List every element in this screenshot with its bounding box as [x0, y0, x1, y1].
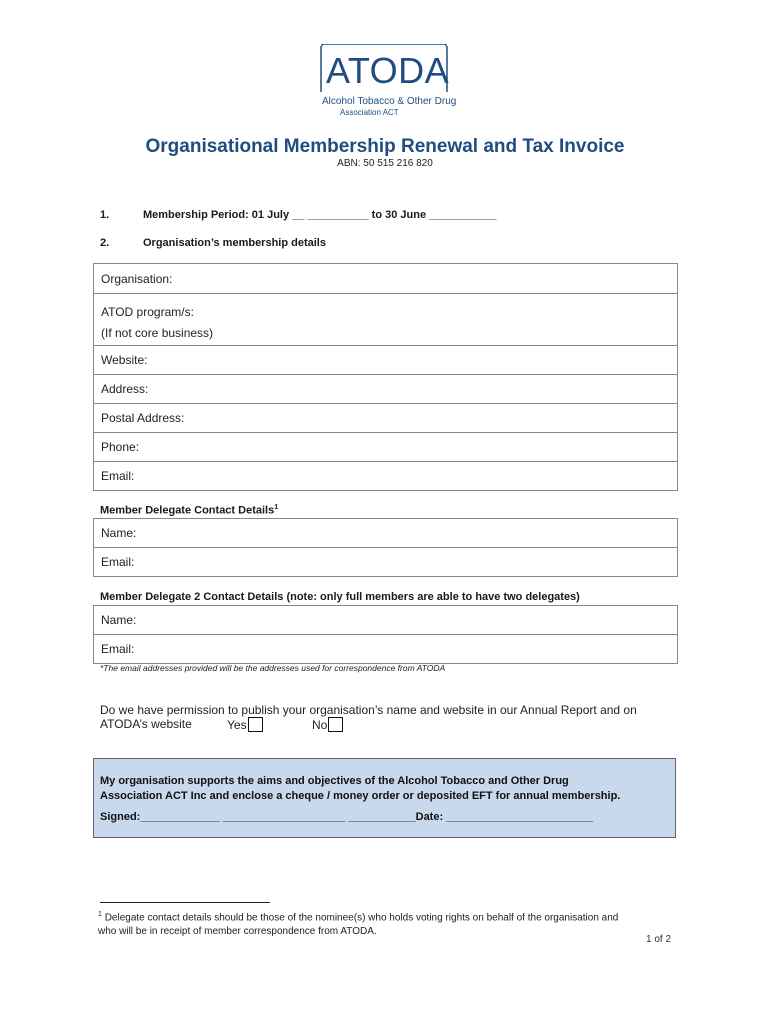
footnote-line-2: who will be in receipt of member correspondence from ATODA.	[98, 926, 377, 938]
footnote-divider	[100, 902, 270, 903]
atod-programs-label: ATOD program/s:	[101, 305, 194, 319]
delegate-2-name-label: Name:	[101, 613, 137, 627]
delegate-1-email-field[interactable]	[94, 548, 678, 577]
delegate-2-email-label: Email:	[101, 642, 135, 656]
logo-subtitle-2: Association ACT	[340, 108, 399, 117]
logo-subtitle-1: Alcohol Tobacco & Other Drug	[322, 96, 457, 107]
permission-yes-option	[227, 717, 263, 732]
delegate-1-heading	[100, 504, 278, 517]
delegate-2-name-field[interactable]	[94, 606, 678, 635]
yes-checkbox[interactable]	[248, 717, 263, 732]
atod-programs-note: (If not core business)	[101, 326, 214, 340]
footnote-line-1: Delegate contact details should be those of the nominee(s) who holds voting rights on behalf of the organisation and	[104, 912, 619, 924]
delegate-1-email-label: Email:	[101, 555, 135, 569]
item-2-number: 2.	[100, 237, 110, 249]
delegate-1-heading-text: Member Delegate Contact Details	[100, 504, 275, 517]
delegate-2-heading: Member Delegate 2 Contact Details (note: only full members are able to have two delegates)	[100, 591, 580, 603]
permission-no-option	[312, 717, 343, 732]
organisation-field[interactable]	[94, 264, 678, 294]
footnote	[98, 908, 678, 939]
organisation-label: Organisation:	[101, 272, 173, 286]
email-field[interactable]	[94, 462, 678, 491]
delegate-1-name-label: Name:	[101, 526, 137, 540]
atoda-logo	[320, 44, 448, 94]
item-1-number: 1.	[100, 209, 110, 221]
logo-wordmark: ATODA	[326, 50, 450, 91]
membership-details-heading: Organisation’s membership details	[143, 237, 326, 249]
address-field[interactable]	[94, 375, 678, 404]
email-label: Email:	[101, 469, 135, 483]
footnote-marker: 1	[98, 911, 102, 918]
phone-field[interactable]	[94, 433, 678, 462]
delegate-2-table	[93, 605, 678, 664]
signature-date-line[interactable]: Signed:_____________ ____________________ ___________Date: ________________________	[100, 811, 594, 823]
declaration-line-1: My organisation supports the aims and objectives of the Alcohol Tobacco and Other Drug	[100, 775, 569, 787]
delegate-1-name-field[interactable]	[94, 519, 678, 548]
membership-period: Membership Period: 01 July __ __________ to 30 June ___________	[143, 209, 497, 221]
page-title: Organisational Membership Renewal and Tax Invoice	[145, 136, 625, 157]
yes-label: Yes	[227, 718, 247, 732]
postal-address-field[interactable]	[94, 404, 678, 433]
declaration-box	[93, 758, 676, 838]
permission-question-line-2: ATODA’s website	[100, 717, 192, 731]
organisation-details-table	[93, 263, 678, 491]
delegate-1-table	[93, 518, 678, 577]
permission-question-line-1: Do we have permission to publish your organisation’s name and website in our Annual Report and on	[100, 703, 637, 717]
postal-address-label: Postal Address:	[101, 411, 185, 425]
no-label: No	[312, 718, 328, 732]
website-field[interactable]	[94, 346, 678, 375]
delegate-2-email-field[interactable]	[94, 635, 678, 664]
email-correspondence-note: *The email addresses provided will be the addresses used for correspondence from ATODA	[100, 663, 446, 673]
address-label: Address:	[101, 382, 149, 396]
abn-number: ABN: 50 515 216 820	[337, 158, 433, 169]
declaration-line-2: Association ACT Inc and enclose a cheque / money order or deposited EFT for annual membership.	[100, 790, 621, 802]
phone-label: Phone:	[101, 440, 140, 454]
website-label: Website:	[101, 353, 148, 367]
page-number: 1 of 2	[646, 934, 672, 945]
footnote-ref: 1	[274, 504, 279, 511]
no-checkbox[interactable]	[328, 717, 343, 732]
atod-programs-field[interactable]	[94, 294, 678, 346]
